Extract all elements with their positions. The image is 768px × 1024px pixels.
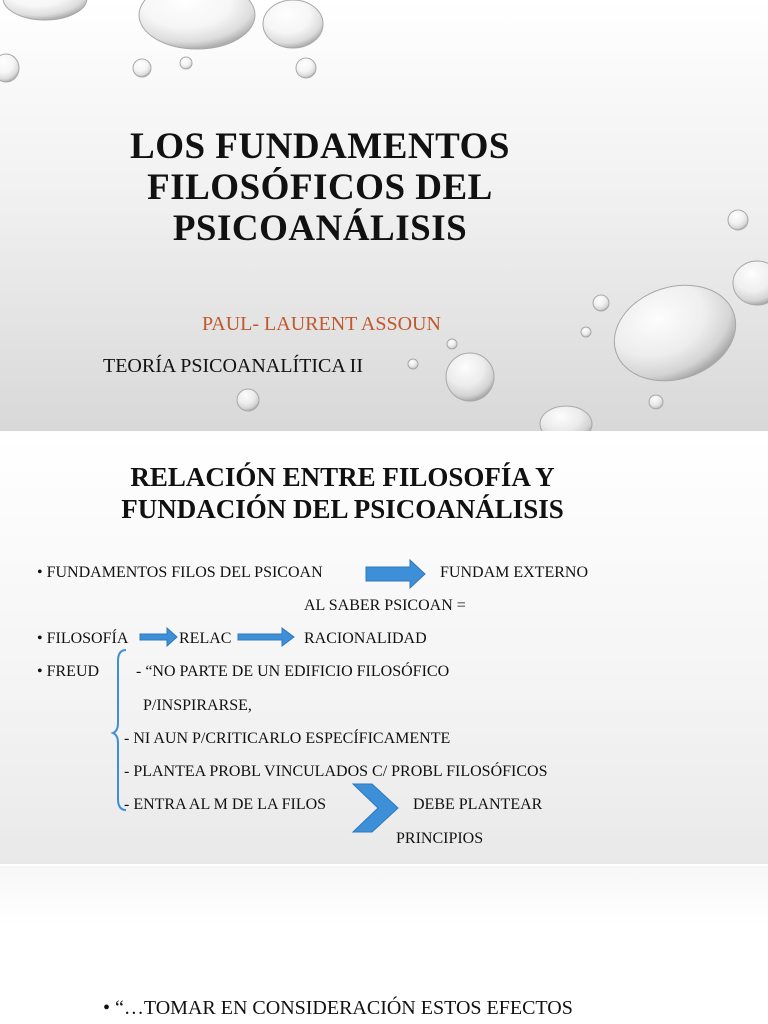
quote-line-4: - ENTRA AL M DE LA FILOS	[124, 796, 327, 813]
principios-text: PRINCIPIOS	[396, 830, 484, 847]
quote-line-1: - “NO PARTE DE UN EDIFICIO FILOSÓFICO	[136, 663, 450, 680]
content-slide	[0, 433, 768, 864]
title-slide	[0, 0, 768, 431]
course-name: TEORÍA PSICOANALÍTICA II	[103, 355, 363, 377]
racionalidad-text: RACIONALIDAD	[304, 630, 427, 647]
arrow-right-icon	[238, 628, 294, 646]
slide-title-line1: RELACIÓN ENTRE FILOSOFÍA Y	[130, 462, 555, 492]
al-saber-text: AL SABER PSICOAN =	[304, 597, 466, 614]
arrow-right-icon	[140, 628, 177, 646]
relac-text: RELAC	[179, 630, 232, 647]
diagram-shapes	[0, 433, 768, 864]
arrow-right-icon	[366, 560, 425, 588]
chevron-right-icon	[353, 784, 398, 832]
author-name: PAUL- LAURENT ASSOUN	[202, 313, 441, 335]
slide-title-line2: FUNDACIÓN DEL PSICOANÁLISIS	[121, 494, 564, 524]
quote-line-1-cont: P/INSPIRARSE,	[143, 697, 252, 714]
debe-plantear-text: DEBE PLANTEAR	[413, 796, 543, 813]
fundam-externo-text: FUNDAM EXTERNO	[440, 564, 588, 581]
bullet-fundamentos: • FUNDAMENTOS FILOS DEL PSICOAN	[37, 564, 323, 581]
quote-bullet: • “…TOMAR EN CONSIDERACIÓN ESTOS EFECTOS	[103, 997, 573, 1019]
bullet-freud: • FREUD	[37, 663, 100, 680]
bullet-filosofia: • FILOSOFÍA	[37, 630, 129, 647]
quote-line-3: - PLANTEA PROBL VINCULADOS C/ PROBL FILOSÓFICOS	[124, 763, 548, 780]
quote-line-2: - NI AUN P/CRITICARLO ESPECÍFICAMENTE	[124, 730, 451, 747]
quote-slide	[0, 866, 768, 1024]
presentation-title: LOS FUNDAMENTOS FILOSÓFICOS DEL PSICOANÁLISIS	[130, 126, 510, 249]
